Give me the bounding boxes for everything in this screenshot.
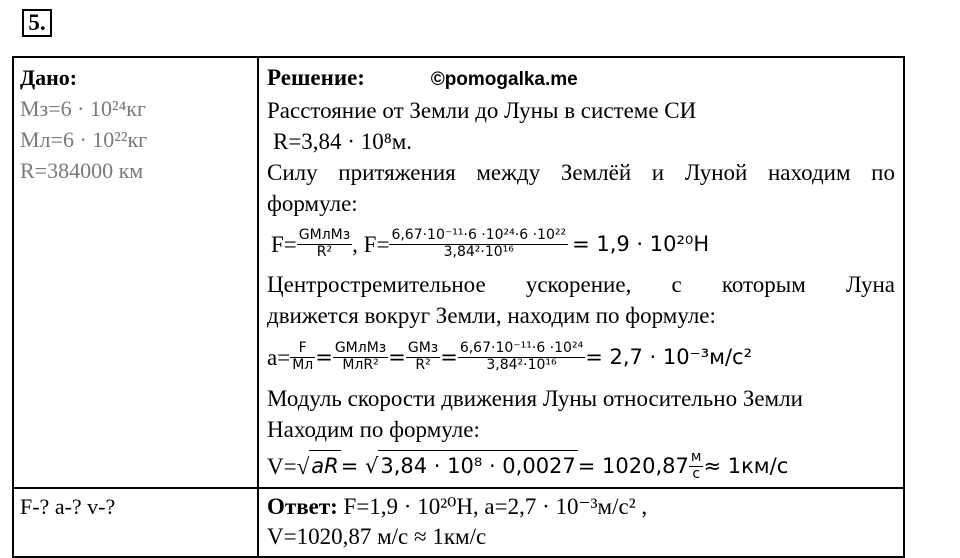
force-num-1: GMлMз [298,227,351,244]
acc-eq-3: = [440,344,458,369]
answer-line-1-row [267,492,895,522]
force-mid: , F= [352,231,390,257]
given-mass-moon: Mл=6 · 10²²кг [20,127,148,152]
acc-fraction-1 [290,341,315,373]
solution-header [267,62,895,95]
answer-line-1: F=1,9 · 10²⁰Н, a=2,7 · 10⁻³м/с² , [337,494,648,519]
find-text: F-? a-? v-? [20,494,116,519]
acceleration-formula [267,331,895,383]
vel-eq-1: = √ [340,453,379,478]
vel-unit-num: м [690,449,702,466]
force-result: = 1,9 · 10²⁰Н [572,231,710,256]
acc-den-2: MлR² [342,356,379,373]
acc-result: = 2,7 · 10⁻³м/с² [585,344,752,369]
solution-line-4: формуле: [267,191,358,216]
watermark: ©pomogalka.me [430,69,578,90]
given-title: Дано: [20,65,78,90]
acc-fraction-4 [458,341,585,373]
answer-line-2: V=1020,87 м/с ≈ 1км/с [267,524,487,549]
problem-table [12,56,905,558]
solution-line-6: движется вокруг Земли, находим по формуле: [267,303,716,328]
acc-num-2: GMлMз [334,340,387,357]
solution-line-5: Центростремительное ускорение, с которым Луна [267,272,895,297]
force-fraction-1 [297,228,352,260]
given-distance: R=384000 км [20,158,144,183]
acc-num-4: 6,67·10⁻¹¹·6 ·10²⁴ [459,340,584,357]
acc-eq-2: = [388,344,406,369]
solution-line-1: Расстояние от Земли до Луны в системе СИ [267,98,697,123]
given-mass-earth: Mз=6 · 10²⁴кг [20,96,146,121]
acc-num-3: GMз [407,340,439,357]
vel-unit-fraction [689,450,704,482]
answer-label: Ответ: [267,494,338,519]
vel-lhs: V=√ [267,453,310,479]
vel-unit-den: с [692,465,701,482]
acc-fraction-2 [333,341,388,373]
given-cell [13,57,258,488]
find-cell [13,488,258,557]
solution-line-7: Модуль скорости движения Луны относительно Земли [267,386,803,411]
acc-fraction-3 [406,341,440,373]
force-den-1: R² [316,243,333,260]
solution-line-3: Силу притяжения между Землёй и Луной находим по [267,160,895,185]
solution-line-2: R=3,84 · 10⁸м. [273,129,413,154]
problem-number: 5. [22,9,52,37]
vel-eq-2: = 1020,87 [577,453,689,478]
solution-line-8: Находим по формуле: [267,417,480,442]
acc-den-1: Mл [292,356,314,373]
force-den-2: 3,84²·10¹⁶ [443,243,514,260]
acc-num-1: F [290,341,315,357]
force-fraction-2 [389,228,568,260]
acc-lhs: a= [267,344,291,370]
solution-title: Решение: [267,65,365,90]
acc-den-4: 3,84²·10¹⁶ [486,356,557,373]
acc-den-3: R² [415,356,431,373]
vel-root-1: aR [309,450,340,482]
solution-cell [258,57,904,488]
force-lhs: F= [271,231,297,257]
acc-eq-1: = [315,344,333,369]
vel-result: ≈ 1км/с [703,453,789,478]
vel-root-2: 3,84 · 10⁸ · 0,0027 [378,450,577,482]
force-num-2: 6,67·10⁻¹¹·6 ·10²⁴·6 ·10²² [391,227,567,244]
force-formula [267,219,895,269]
velocity-formula [267,445,895,487]
answer-cell [258,488,904,557]
